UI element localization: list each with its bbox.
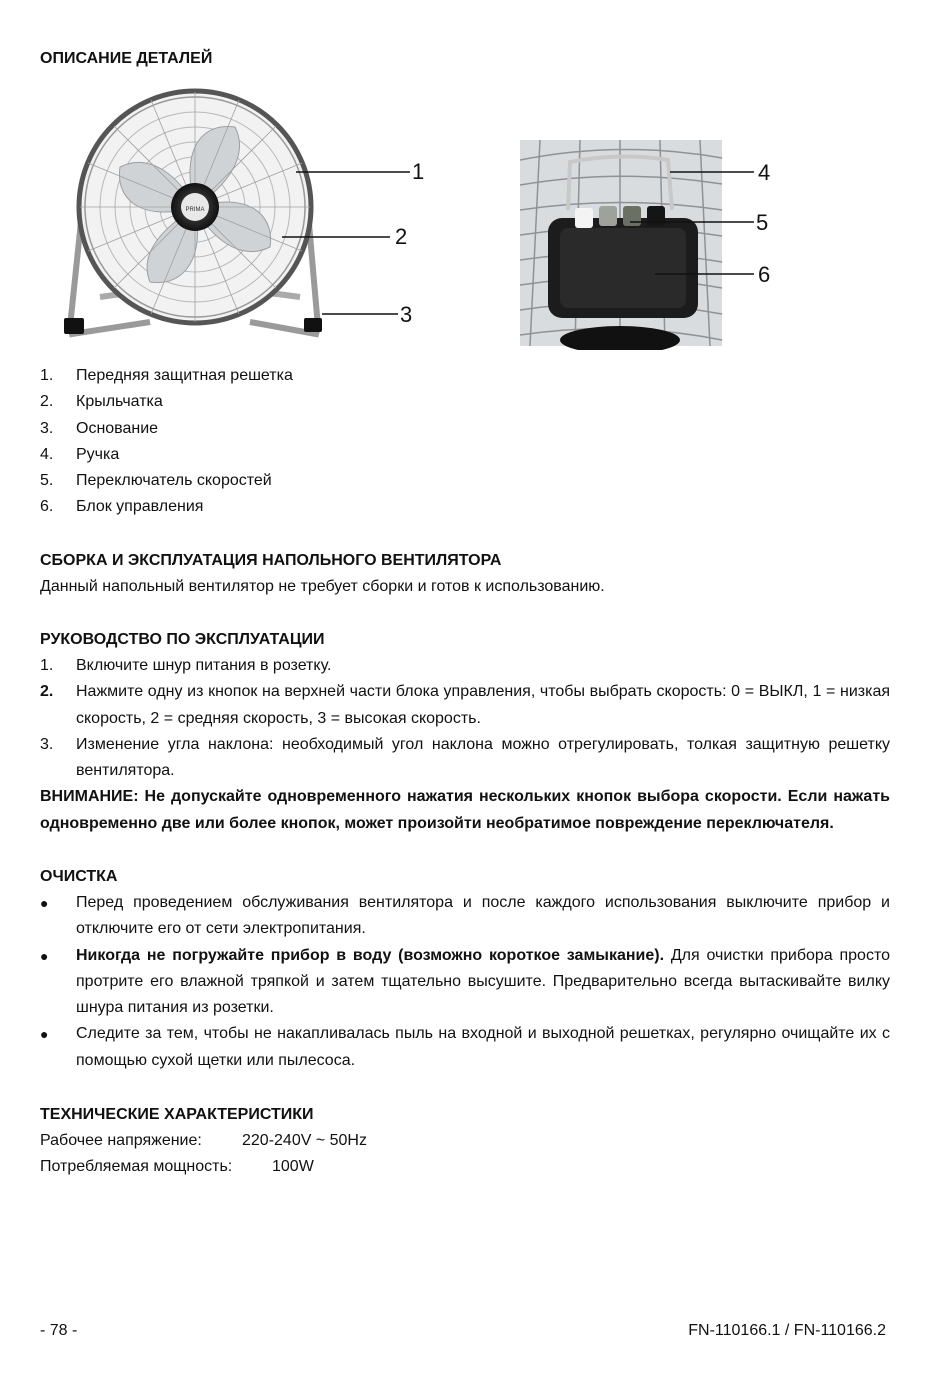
manual-title: РУКОВОДСТВО ПО ЭКСПЛУАТАЦИИ	[40, 631, 325, 648]
list-item: 5. Переключатель скоростей	[40, 472, 272, 490]
fan-brand-label: PRIMA	[185, 207, 205, 213]
control-unit-image	[520, 140, 800, 350]
spec-value: 220-240V ~ 50Hz	[242, 1132, 367, 1149]
manual-list	[40, 653, 890, 784]
list-item: 4. Ручка	[40, 445, 120, 463]
floor-fan-image	[60, 82, 440, 357]
spec-row	[40, 1154, 890, 1180]
list-item: 1. Передняя защитная решетка	[40, 367, 293, 384]
figures	[40, 82, 890, 357]
model-number: FN-110166.1 / FN-110166.2	[688, 1322, 886, 1339]
parts-title: ОПИСАНИЕ ДЕТАЛЕЙ	[40, 50, 213, 67]
cleaning-title: ОЧИСТКА	[40, 868, 118, 885]
page-footer	[40, 1318, 886, 1344]
callout-3: 3	[400, 302, 413, 327]
spec-row	[40, 1128, 890, 1154]
list-item: 2. Нажмите одну из кнопок на верхней части блока управления, чтобы выбрать скорость: 0 = ВЫКЛ, 1 = низкая скорость, 2 = средняя скорость, 3 = высокая скорость.	[40, 683, 890, 727]
list-item: ● Никогда не погружайте прибор в воду (возможно короткое замыкание). Для очистки прибора просто протрите его влажной тряпкой и затем тщательно высушите. Предварительно всегда вытаскивайте вилку шнура питания из розетки.	[40, 946, 891, 1017]
assembly-section	[40, 548, 890, 600]
list-item: 2. Крыльчатка	[40, 393, 163, 411]
cleaning-section	[40, 864, 890, 1074]
list-item: 3. Изменение угла наклона: необходимый угол наклона можно отрегулировать, толкая защитную решетку вентилятора.	[40, 735, 890, 780]
callout-1: 1	[412, 159, 425, 184]
assembly-title: СБОРКА И ЭКСПЛУАТАЦИЯ НАПОЛЬНОГО ВЕНТИЛЯТОРА	[40, 552, 502, 569]
manual-section	[40, 627, 890, 837]
specs-title: ТЕХНИЧЕСКИЕ ХАРАКТЕРИСТИКИ	[40, 1106, 314, 1123]
list-item: 1. Включите шнур питания в розетку.	[40, 657, 332, 674]
callout-2: 2	[395, 224, 408, 249]
callout-6: 6	[758, 262, 771, 287]
spec-label: Потребляемая мощность:	[40, 1158, 233, 1176]
assembly-text: Данный напольный вентилятор не требует сборки и готов к использованию.	[40, 578, 605, 595]
specs-section	[40, 1102, 890, 1181]
list-item: ● Следите за тем, чтобы не накапливалась пыль на входной и выходной решетках, регулярно очищайте их с помощью сухой щетки или пылесоса.	[40, 1025, 890, 1069]
cleaning-list	[40, 890, 890, 1074]
parts-list	[40, 363, 890, 521]
callout-5: 5	[756, 210, 769, 235]
spec-label: Рабочее напряжение:	[40, 1132, 202, 1149]
spec-value: 100W	[272, 1158, 314, 1176]
list-item: ● Перед проведением обслуживания вентилятора и после каждого использования выключите прибор и отключите его от сети электропитания.	[40, 894, 890, 938]
list-item: 6. Блок управления	[40, 498, 204, 516]
callout-4: 4	[758, 160, 771, 185]
warning-text: ВНИМАНИЕ: Не допускайте одновременного нажатия нескольких кнопок выбора скорости. Если нажать одновременно две или более кнопок, может произойти необратимое повреждение переключателя.	[40, 788, 890, 832]
page-number: - 78 -	[40, 1322, 78, 1339]
list-item: 3. Основание	[40, 419, 159, 437]
